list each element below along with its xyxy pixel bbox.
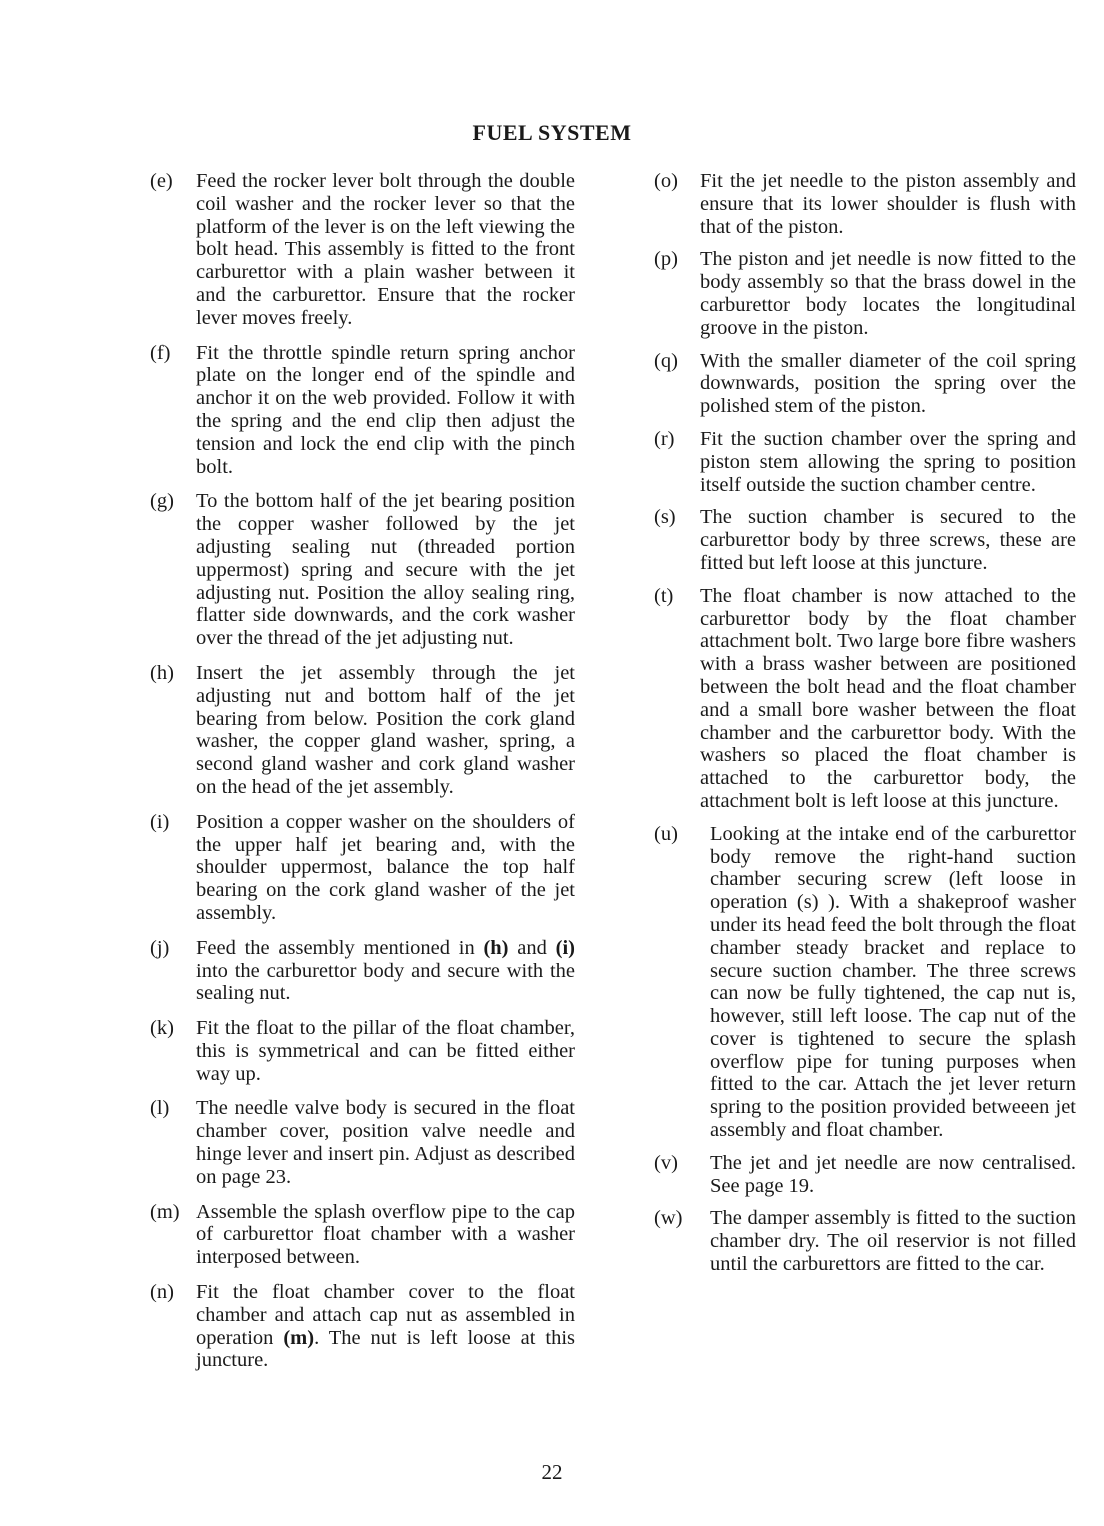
- item-label: (s): [654, 506, 676, 529]
- item-text-part: Fit the float chamber cover to the float chamber and attach cap nut as assembled in operation: [196, 1281, 575, 1349]
- item-label: (j): [150, 936, 170, 959]
- item-label: (u): [654, 822, 678, 845]
- list-item-h: [150, 662, 575, 799]
- item-text-part: . The nut is left loose at this juncture.: [196, 1326, 576, 1372]
- list-item-u: [654, 823, 1076, 1142]
- list-item-e: [150, 170, 575, 330]
- list-item-l: [150, 1097, 575, 1188]
- item-label: (i): [150, 810, 170, 833]
- item-text: The damper assembly is fitted to the suction chamber dry. The oil reservior is not filled until the carburettors are fitted to the car.: [710, 1207, 1076, 1276]
- item-label: (n): [150, 1281, 174, 1304]
- item-label: (p): [654, 248, 678, 271]
- list-item-f: [150, 342, 575, 479]
- item-text-part: Feed the assembly mentioned in: [196, 936, 484, 959]
- item-label: (g): [150, 490, 174, 513]
- item-text-part: and: [508, 936, 556, 959]
- list-item-s: [654, 506, 1076, 574]
- item-label: (w): [654, 1207, 683, 1230]
- item-text: Fit the suction chamber over the spring and piston stem allowing the spring to position itself outside the suction chamber centre.: [700, 427, 1076, 496]
- item-label: (f): [150, 341, 171, 364]
- list-item-g: [150, 490, 575, 650]
- item-text: Insert the jet assembly through the jet adjusting nut and bottom half of the jet bearing from below. Position the cork gland washer, the copper gland washer, spring, a second gland washer and cork gland washer on the head of the jet assembly.: [196, 661, 575, 798]
- item-text: Assemble the splash overflow pipe to the cap of carburettor float chamber with a washer interposed between.: [196, 1200, 575, 1269]
- item-text: The piston and jet needle is now fitted to the body assembly so that the brass dowel in the carburettor body locates the longitudinal groove in the piston.: [700, 248, 1076, 339]
- right-column: [654, 170, 1076, 1286]
- item-text: The float chamber is now attached to the carburettor body by the float chamber attachment bolt. Two large bore fibre washers with a brass washer between are positioned between the bolt head and the float chamber and a small bore washer between the float chamber and the carburettor body. With the washers so placed the float chamber is attached to the carburettor body, the attachment bolt is left loose at this juncture.: [700, 584, 1076, 812]
- item-label: (q): [654, 349, 678, 372]
- item-text-part: into the carburettor body and secure with the sealing nut.: [196, 959, 575, 1005]
- list-item-r: [654, 428, 1076, 496]
- list-item-m: [150, 1201, 575, 1269]
- item-text: Looking at the intake end of the carburettor body remove the right-hand suction chamber securing screw (left loose in operation (s) ). With a shakeproof washer under its head feed the bolt through the float chamber steady bracket and replace to secure suction chamber. The three screws can now be fully tightened, the cap nut is, however, still left loose. The cap nut of the cover is tightened to secure the splash overflow pipe for tuning purposes when fitted to the car. Attach the jet lever return spring to the position provided betweeen jet assembly and float chamber.: [710, 822, 1076, 1142]
- item-label: (k): [150, 1017, 174, 1040]
- list-item-i: [150, 811, 575, 925]
- item-text: Fit the throttle spindle return spring anchor plate on the longer end of the spindle and anchor it on the web provided. Follow it with the spring and the end clip then adjust the tension and lock the end clip with the pinch bolt.: [196, 341, 575, 478]
- item-text: To the bottom half of the jet bearing position the copper washer followed by the jet adjusting sealing nut (threaded portion uppermost) spring and secure with the jet adjusting nut. Position the alloy sealing ring, flatter side downwards, and the cork washer over the thread of the jet adjusting nut.: [196, 490, 575, 650]
- item-text: Fit the float to the pillar of the float chamber, this is symmetrical and can be fitted either way up.: [196, 1017, 575, 1085]
- item-label: (l): [150, 1097, 170, 1120]
- item-text: [196, 937, 575, 1005]
- item-text: The needle valve body is secured in the float chamber cover, position valve needle and hinge lever and insert pin. Adjust as described on page 23.: [196, 1097, 575, 1188]
- list-item-v: [654, 1152, 1076, 1198]
- list-item-o: [654, 170, 1076, 238]
- item-label: (v): [654, 1151, 678, 1174]
- item-label: (r): [654, 427, 675, 450]
- operation-reference: (m): [283, 1326, 315, 1349]
- left-column: [150, 170, 575, 1384]
- item-text: [196, 1281, 575, 1372]
- item-label: (o): [654, 170, 678, 192]
- item-text: The jet and jet needle are now centralised. See page 19.: [710, 1151, 1076, 1197]
- item-text: The suction chamber is secured to the carburettor body by three screws, these are fitted but left loose at this juncture.: [700, 506, 1076, 574]
- item-text: Position a copper washer on the shoulders of the upper half jet bearing and, with the shoulder uppermost, balance the top half bearing on the cork gland washer of the jet assembly.: [196, 810, 575, 924]
- list-item-t: [654, 585, 1076, 813]
- item-label: (h): [150, 661, 174, 684]
- item-label: (t): [654, 584, 674, 607]
- page-number: 22: [541, 1460, 563, 1484]
- operation-reference: (h): [483, 936, 509, 959]
- page-title: FUEL SYSTEM: [472, 120, 632, 145]
- item-label: (e): [150, 170, 173, 192]
- item-label: (m): [150, 1200, 180, 1223]
- list-item-w: [654, 1207, 1076, 1275]
- item-text: With the smaller diameter of the coil spring downwards, position the spring over the polished stem of the piston.: [700, 349, 1076, 418]
- operation-reference: (i): [555, 936, 575, 959]
- list-item-q: [654, 350, 1076, 418]
- list-item-k: [150, 1017, 575, 1085]
- list-item-p: [654, 248, 1076, 339]
- list-item-j: [150, 937, 575, 1005]
- item-text: Feed the rocker lever bolt through the double coil washer and the rocker lever so that the platform of the lever is on the left viewing the bolt head. This assembly is fitted to the front carburettor with a plain washer between it and the carburettor. Ensure that the rocker lever moves freely.: [196, 170, 575, 329]
- list-item-n: [150, 1281, 575, 1372]
- item-text: Fit the jet needle to the piston assembly and ensure that its lower shoulder is flush with that of the piston.: [700, 170, 1076, 238]
